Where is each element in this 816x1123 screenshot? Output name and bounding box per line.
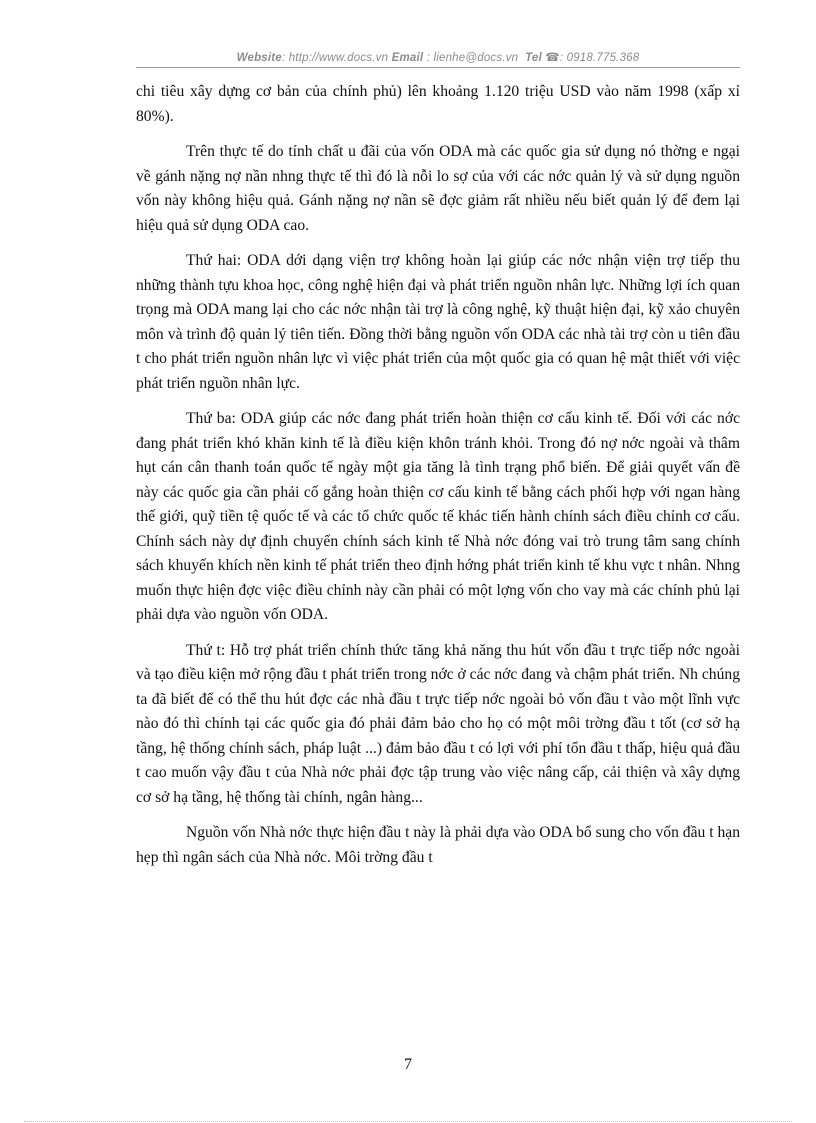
document-body [136,80,740,881]
footer-divider [24,1121,792,1122]
paragraph-5: Thứ t: Hỗ trợ phát triển chính thức tăng khả năng thu hút vốn đầu t trực tiếp nớc ngoài và tạo điều kiện mở rộng đầu t phát triển trong nớc ở các nớc đang và chậm phát triển. Nh chúng ta đã biết để có thể thu hút đợc các nhà đầu t trực tiếp nớc ngoài bỏ vốn đầu t vào một lĩnh vực nào đó thì chính tại các quốc gia đó phải đảm bảo cho họ có một môi trờng đầu t tốt (cơ sở hạ tầng, hệ thống chính sách, pháp luật ...) đảm bảo đầu t có lợi với phí tổn đầu t thấp, hiệu quả đầu t cao muốn vậy đầu t của Nhà nớc phải đợc tập trung vào việc nâng cấp, cải thiện và xây dựng cơ sở hạ tầng, hệ thống tài chính, ngân hàng... [136,641,740,806]
header-divider [136,67,740,68]
tel-value: : 0918.775.368 [559,52,640,64]
email-value: : lienhe@docs.vn [426,52,519,64]
tel-label: Tel [525,52,542,64]
page-header [136,50,740,64]
paragraph-2: Trên thực tế do tính chất u đãi của vốn ODA mà các quốc gia sử dụng nó thờng e ngại về gánh nặng nợ nần nhng thực tế thì đó là nỗi lo sợ của với các nớc quản lý và sử dụng nguồn vốn này không hiệu quả. Gánh nặng nợ nần sẽ đợc giảm rất nhiều nếu biết quản lý để đem lại hiệu quả sử dụng ODA cao. [136,143,740,234]
paragraph-3: Thứ hai: ODA dới dạng viện trợ không hoàn lại giúp các nớc nhận viện trợ tiếp thu những thành tựu khoa học, công nghệ hiện đại và phát triển nguồn nhân lực. Những lợi ích quan trọng mà ODA mang lại cho các nớc nhận tài trợ là công nghệ, kỹ thuật hiện đại, kỹ xảo chuyên môn và trình độ quản lý tiên tiến. Đồng thời bằng nguồn vốn ODA các nhà tài trợ còn u tiên đầu t cho phát triển nguồn nhân lực vì việc phát triển của một quốc gia có quan hệ mật thiết với việc phát triển nguồn nhân lực. [136,252,740,392]
phone-icon: ☎ [545,52,560,64]
paragraph-6: Nguồn vốn Nhà nớc thực hiện đầu t này là phải dựa vào ODA bổ sung cho vốn đầu t hạn hẹp thì ngân sách của Nhà nớc. Môi trờng đầu t [136,824,740,866]
paragraph-1: chi tiêu xây dựng cơ bản của chính phủ) lên khoảng 1.120 triệu USD vào năm 1998 (xấp xỉ 80%). [136,83,740,125]
website-label: Website [236,52,282,64]
paragraph-4: Thứ ba: ODA giúp các nớc đang phát triển hoàn thiện cơ cấu kinh tế. Đối với các nớc đang phát triển khó khăn kinh tế là điều kiện khôn tránh khỏi. Trong đó nợ nớc ngoài và thâm hụt cán cân thanh toán quốc tế ngày một gia tăng là tình trạng phổ biến. Để giải quyết vấn đề này các quốc gia cần phải cố gắng hoàn thiện cơ cấu kinh tế bằng cách phối hợp với ngan hàng thế giới, quỹ tiền tệ quốc tế và các tổ chức quốc tế khác tiến hành chính sách điều chỉnh cơ cấu. Chính sách này dự định chuyển chính sách kinh tế Nhà nớc đóng vai trò trung tâm sang chính sách khuyến khích nền kinh tế phát triển theo định hớng phát triển kinh tế khu vực t nhân. Nhng muốn thực hiện đợc việc điều chỉnh này cần phải có một lợng vốn cho vay mà các chính phủ lại phải dựa vào nguồn vốn ODA. [136,410,740,623]
page-number: 7 [404,1056,412,1073]
website-value: : http://www.docs.vn [281,52,389,64]
email-label: Email [391,52,424,64]
